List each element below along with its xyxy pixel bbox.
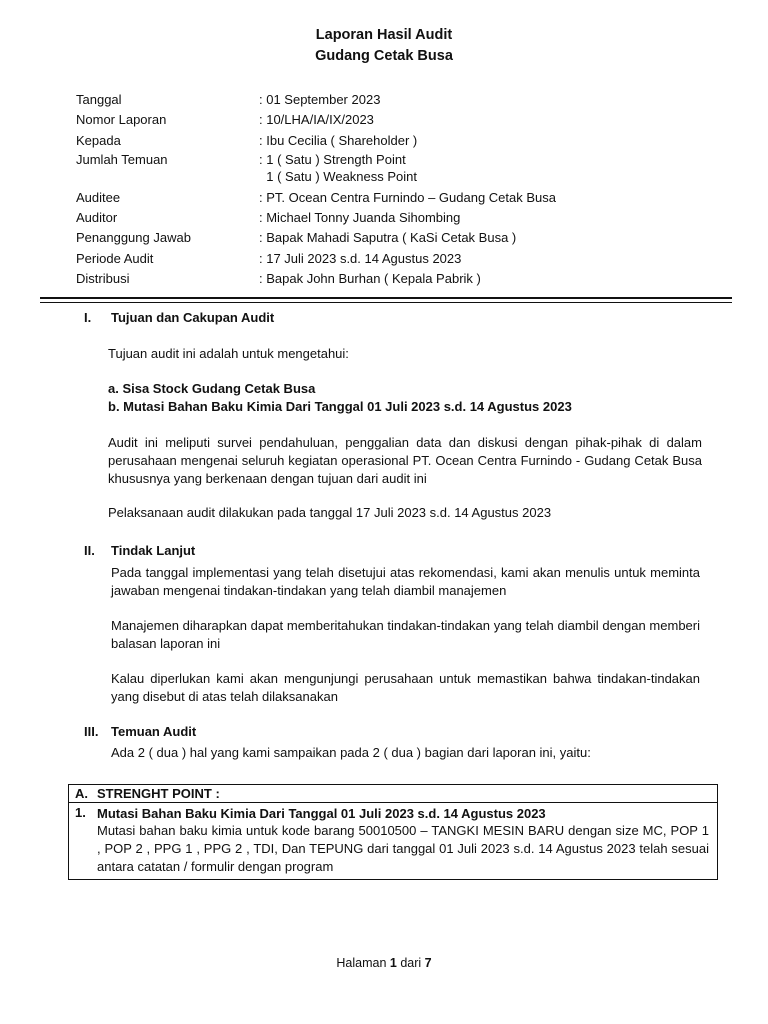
footer-total-pages: 7 [424, 956, 432, 970]
meta-value: : Michael Tonny Juanda Sihombing [259, 210, 461, 226]
strength-point-table [68, 784, 718, 880]
section-1-title: Tujuan dan Cakupan Audit [111, 310, 275, 325]
meta-value: : Bapak Mahadi Saputra ( KaSi Cetak Busa ) [259, 230, 517, 246]
meta-row-jumlah-temuan-cont [76, 168, 716, 185]
header-divider-thin [40, 302, 732, 303]
meta-row-auditee [76, 188, 716, 208]
meta-label: Nomor Laporan [76, 112, 167, 128]
strength-item-content [97, 805, 709, 876]
section-1-period-paragraph: Pelaksanaan audit dilakukan pada tanggal 17 Juli 2023 s.d. 14 Agustus 2023 [108, 505, 552, 520]
meta-row-penanggung-jawab [76, 228, 716, 248]
section-2-paragraph-2: Manajemen diharapkan dapat memberitahukan tindakan-tindakan yang telah diambil dengan memberi balasan laporan ini [111, 618, 700, 651]
strength-point-item [69, 803, 717, 879]
section-1-number: I. [84, 310, 92, 325]
objective-item-b: b. Mutasi Bahan Baku Kimia Dari Tanggal 01 Juli 2023 s.d. 14 Agustus 2023 [108, 399, 572, 414]
meta-value: : 10/LHA/IA/IX/2023 [259, 112, 374, 128]
header-divider-thick [40, 297, 732, 299]
meta-row-kepada [76, 131, 716, 151]
report-title: Laporan Hasil Audit [315, 27, 453, 43]
meta-label [76, 168, 259, 185]
strength-point-letter: A. [75, 786, 88, 801]
meta-value: : 01 September 2023 [259, 92, 381, 107]
meta-label: Distribusi [76, 271, 130, 287]
section-1-scope-paragraph: Audit ini meliputi survei pendahuluan, penggalian data dan diskusi dengan pihak-pihak di dalam perusahaan mengenai seluruh kegiatan operasional PT. Ocean Centra Furnindo - Gudang Cetak Busa khususnya yang berkenaan dengan tujuan dari audit ini [108, 435, 702, 486]
strength-point-header [69, 785, 717, 803]
meta-row-nomor-laporan [76, 110, 716, 130]
section-3-title: Temuan Audit [111, 724, 197, 739]
strength-point-title: STRENGHT POINT : [97, 786, 220, 801]
meta-row-jumlah-temuan [76, 151, 716, 168]
section-2-number: II. [84, 543, 95, 558]
footer-prefix: Halaman [336, 956, 387, 970]
section-3-number: III. [84, 724, 99, 739]
meta-value: : Ibu Cecilia ( Shareholder ) [259, 132, 418, 148]
footer-page-number: 1 [389, 956, 397, 970]
section-2-paragraph-1: Pada tanggal implementasi yang telah disetujui atas rekomendasi, kami akan menulis untuk meminta jawaban mengenai tindakan-tindakan yang telah diambil manajemen [111, 565, 700, 598]
strength-item-title: Mutasi Bahan Baku Kimia Dari Tanggal 01 Juli 2023 s.d. 14 Agustus 2023 [97, 806, 546, 821]
meta-label: Kepada [76, 132, 121, 148]
strength-item-text: Mutasi bahan baku kimia untuk kode barang 50010500 – TANGKI MESIN BARU dengan size MC, POP 1 , POP 2 , PPG 1 , PPG 2 , TDI, Dan TEPUNG dari tanggal 01 Juli 2023 s.d. 14 Agustus 2023 telah sesuai antara catatan / formulir dengan program [97, 823, 709, 874]
meta-label: Penanggung Jawab [76, 230, 191, 246]
meta-value: : 17 Juli 2023 s.d. 14 Agustus 2023 [259, 250, 462, 266]
meta-label: Periode Audit [76, 250, 154, 266]
objective-item-a: a. Sisa Stock Gudang Cetak Busa [108, 381, 316, 396]
meta-row-periode-audit [76, 249, 716, 269]
meta-value: : 1 ( Satu ) Strength Point [259, 151, 406, 167]
meta-row-auditor [76, 208, 716, 228]
meta-label: Auditee [76, 189, 121, 205]
meta-value: : Bapak John Burhan ( Kepala Pabrik ) [259, 271, 481, 287]
meta-row-tanggal [76, 90, 716, 110]
meta-label: Jumlah Temuan [76, 151, 168, 167]
section-2-paragraph-3: Kalau diperlukan kami akan mengunjungi perusahaan untuk memastikan bahwa tindakan-tindakan yang disebut di atas telah dilaksanakan [111, 671, 700, 704]
meta-value: 1 ( Satu ) Weakness Point [259, 168, 417, 184]
page-footer [0, 956, 768, 970]
meta-label: Tanggal [76, 92, 122, 107]
section-3-paragraph: Ada 2 ( dua ) hal yang kami sampaikan pada 2 ( dua ) bagian dari laporan ini, yaitu: [111, 745, 591, 760]
strength-item-number: 1. [75, 805, 86, 820]
section-2-title: Tindak Lanjut [111, 543, 196, 558]
meta-row-distribusi [76, 269, 716, 289]
footer-middle: dari [400, 956, 422, 970]
report-subtitle: Gudang Cetak Busa [315, 48, 453, 64]
report-metadata [76, 90, 716, 289]
meta-value: : PT. Ocean Centra Furnindo – Gudang Cetak Busa [259, 189, 557, 205]
section-1-intro: Tujuan audit ini adalah untuk mengetahui: [108, 346, 349, 361]
meta-label: Auditor [76, 210, 118, 226]
